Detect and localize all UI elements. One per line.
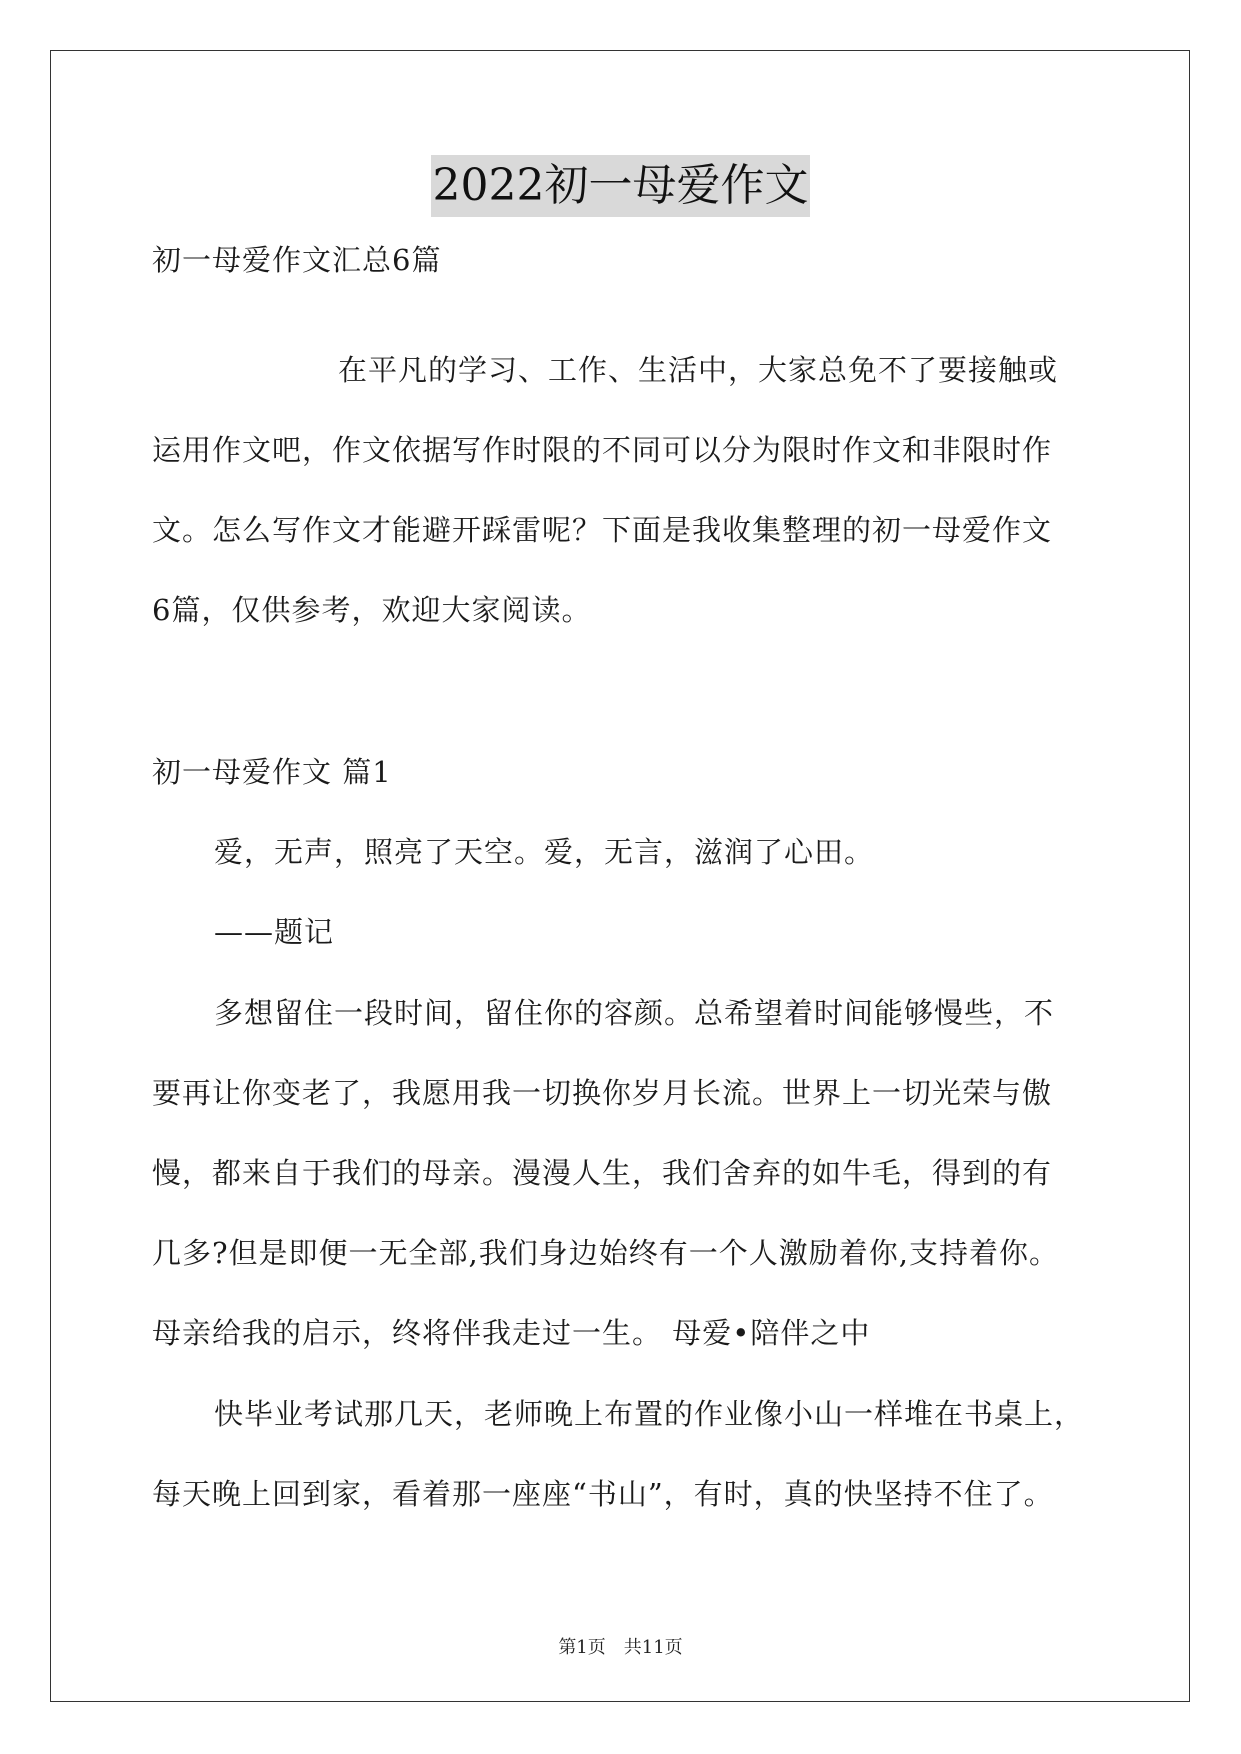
body-line-7: 每天晚上回到家，看着那一座座“书山”，有时，真的快坚持不住了。 (152, 1477, 1054, 1511)
document-title: 2022初一母爱作文 (431, 155, 811, 217)
intro-line-1: 在平凡的学习、工作、生活中，大家总免不了要接触或 (338, 353, 1059, 387)
body-line-4: 几多?但是即便一无全部,我们身边始终有一个人激励着你,支持着你。 (152, 1236, 1059, 1270)
subtitle-line: 初一母爱作文汇总6篇 (152, 243, 442, 277)
intro-line-3: 文。怎么写作文才能避开踩雷呢？下面是我收集整理的初一母爱作文 (152, 513, 1053, 547)
body-line-2: 要再让你变老了，我愿用我一切换你岁月长流。世界上一切光荣与傲 (152, 1076, 1053, 1110)
page-border (50, 50, 1190, 1702)
body-line-1: 多想留住一段时间，留住你的容颜。总希望着时间能够慢些，不 (214, 996, 1055, 1030)
body-line-3: 慢，都来自于我们的母亲。漫漫人生，我们舍弃的如牛毛，得到的有 (152, 1156, 1053, 1190)
body-line-5: 母亲给我的启示，终将伴我走过一生。 母爱•陪伴之中 (152, 1316, 871, 1350)
page-footer: 第1页 共11页 (558, 1637, 683, 1658)
intro-line-2: 运用作文吧，作文依据写作时限的不同可以分为限时作文和非限时作 (152, 433, 1053, 467)
intro-line-4: 6篇，仅供参考，欢迎大家阅读。 (152, 593, 592, 627)
body-line-6: 快毕业考试那几天，老师晚上布置的作业像小山一样堆在书桌上， (214, 1397, 1085, 1431)
section-heading: 初一母爱作文 篇1 (152, 755, 392, 789)
epigraph-line: 爱，无声，照亮了天空。爱，无言，滋润了心田。 (214, 835, 875, 869)
title-container (0, 155, 1241, 217)
epigraph-source: ——题记 (214, 915, 335, 949)
